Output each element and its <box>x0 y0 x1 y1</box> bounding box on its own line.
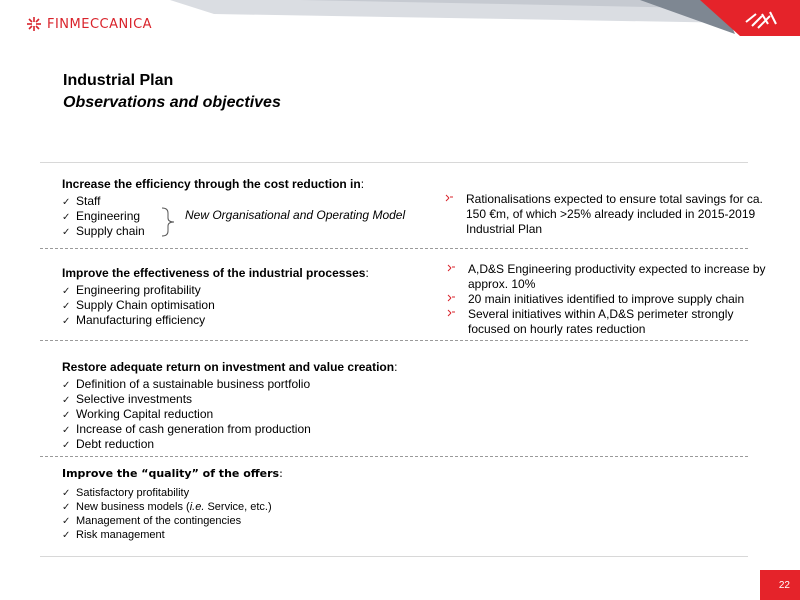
list-item: ✓ Management of the contingencies <box>62 515 242 527</box>
bullet-icon <box>446 293 456 305</box>
list-item: ✓ Engineering <box>62 209 141 223</box>
check-icon: ✓ <box>62 410 71 421</box>
check-icon: ✓ <box>62 197 71 208</box>
page-subtitle: Observations and objectives <box>63 94 281 111</box>
check-icon: ✓ <box>62 301 71 312</box>
list-item: ✓ Definition of a sustainable business portfolio <box>62 377 311 391</box>
check-icon: ✓ <box>62 212 71 223</box>
section-4-list <box>62 486 272 542</box>
top-divider <box>40 162 748 163</box>
bullet-icon <box>444 193 454 205</box>
brace-note: New Organisational and Operating Model <box>185 208 406 222</box>
logo-text: FINMECCANICA <box>47 16 153 32</box>
list-item: ✓ New business models (i.e. Service, etc.) <box>62 501 272 513</box>
page-number-badge <box>760 570 800 600</box>
bottom-divider <box>40 556 748 557</box>
bullet-icon <box>446 263 456 275</box>
section-1-title: Increase the efficiency through the cost reduction in: <box>62 177 365 191</box>
section-divider-1 <box>40 248 748 249</box>
page-number: 22 <box>778 580 790 591</box>
list-item: ✓ Supply chain <box>62 224 145 238</box>
check-icon: ✓ <box>62 502 71 513</box>
section-divider-3 <box>40 456 748 457</box>
list-item: ✓ Engineering profitability <box>62 283 201 297</box>
list-item: ✓ Satisfactory profitability <box>62 487 190 499</box>
check-icon: ✓ <box>62 530 71 541</box>
section-2-note-1: A,D&S Engineering productivity expected to increase by approx. 10% <box>468 262 766 292</box>
check-icon: ✓ <box>62 316 71 327</box>
list-item: ✓ Debt reduction <box>62 437 155 451</box>
section-1-note: Rationalisations expected to ensure total savings for ca. 150 €m, of which >25% already included in 2015-2019 Industrial Plan <box>466 192 763 237</box>
list-item: ✓ Selective investments <box>62 392 193 406</box>
section-3-list <box>62 377 311 452</box>
list-item: ✓ Risk management <box>62 529 165 541</box>
logo-star-icon <box>26 16 42 32</box>
section-3-title: Restore adequate return on investment and value creation: <box>62 360 398 374</box>
check-icon: ✓ <box>62 516 71 527</box>
list-item: ✓ Manufacturing efficiency <box>62 313 206 327</box>
bullet-icon <box>446 308 456 320</box>
check-icon: ✓ <box>62 227 71 238</box>
check-icon: ✓ <box>62 286 71 297</box>
list-item: ✓ Staff <box>62 194 101 208</box>
page-title: Industrial Plan <box>63 72 174 89</box>
section-2-note-3: Several initiatives within A,D&S perimeter strongly focused on hourly rates reduction <box>468 307 733 337</box>
check-icon: ✓ <box>62 440 71 451</box>
section-4-title: Improve the “quality” of the offers: <box>62 467 283 480</box>
right-brace-icon <box>160 207 180 237</box>
section-2-title: Improve the effectiveness of the industrial processes: <box>62 266 369 280</box>
list-item: ✓ Supply Chain optimisation <box>62 298 215 312</box>
list-item: ✓ Increase of cash generation from production <box>62 422 311 436</box>
list-item: ✓ Working Capital reduction <box>62 407 214 421</box>
check-icon: ✓ <box>62 488 71 499</box>
company-logo <box>26 16 152 32</box>
check-icon: ✓ <box>62 380 71 391</box>
section-divider-2 <box>40 340 748 341</box>
section-2-list <box>62 283 215 328</box>
section-2-note-2: 20 main initiatives identified to improve supply chain <box>468 292 744 307</box>
check-icon: ✓ <box>62 425 71 436</box>
check-icon: ✓ <box>62 395 71 406</box>
section-1-list <box>62 194 145 239</box>
